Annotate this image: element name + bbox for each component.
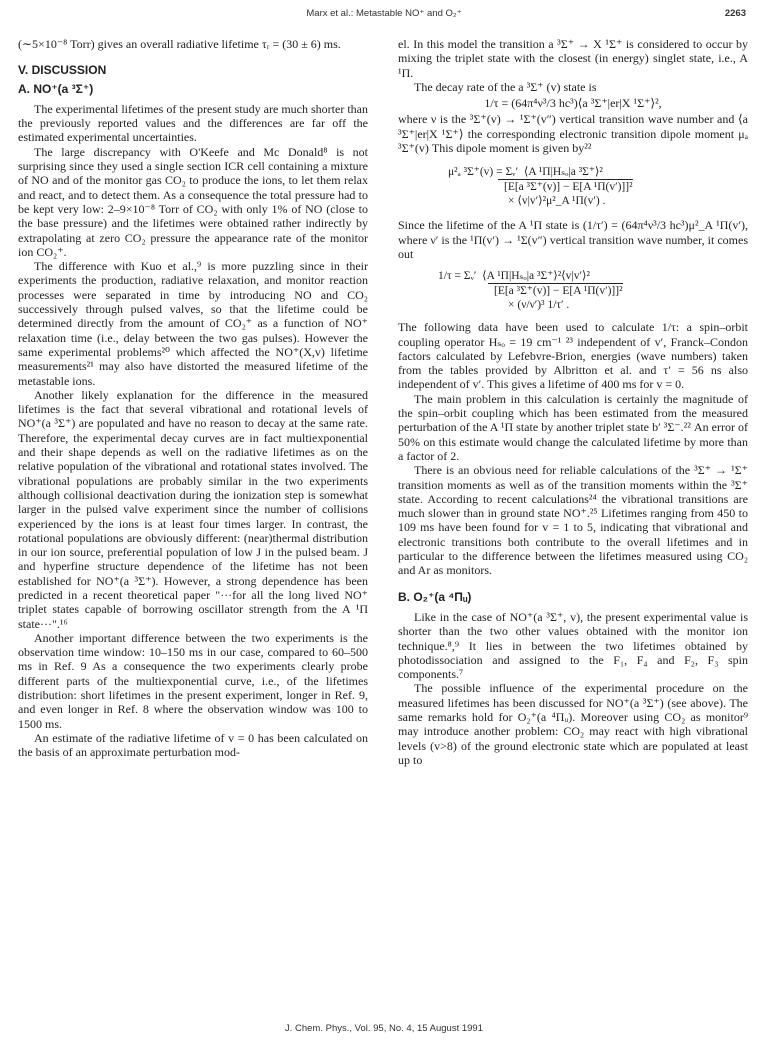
equation-decay-rate: 1/τ = (64π⁴ν³/3 hc³)⟨a ³Σ⁺|er|X ¹Σ⁺⟩², <box>484 96 662 111</box>
paragraph: Another important difference between the two experiments is the observation time window: 10–150 ms in our case, compared to 60–500 ms in Ref. 9 As a consequence the two experiments clearly probe different parts of the multiexponential curve, i.e., of the lifetimes distribution: short lifetimes in the present experiment, longer in Ref. 9, and even longer in Ref. 8 where the observation window was 100 to 1500 ms. <box>18 630 368 731</box>
page-number: 2263 <box>724 8 746 19</box>
paragraph: Another likely explanation for the difference in the measured lifetimes is the fact that several vibrational and rotational levels of NO⁺(a ³Σ⁺) are populated and have no reason to decay at the same rate. Therefore, the experimental decay curves are in fact multiexponential and their shape depends as well on the radiative lifetimes as on the relative population of the vibrational and rotational states involved. The vibrational populations are probably similar in the two experiments although collisional deactivation during the ionization step is somewhat larger in the pulsed valve experiment since the number of collisions experienced by the ions is at least four times larger. In contrast, the rotational populations are obviously different: (near)thermal distribution in our ion source, preferential population of low J in the pulsed beam. J and hyperfine structure dependence of the lifetime has not been established for NO⁺(a ³Σ⁺). However, a strong dependence has been predicted in a recent theoretical paper "···for all the long lived NO⁺ triplet states capable of borrowing oscillator strength from the A ¹Π state···".¹⁶ <box>18 387 368 631</box>
paragraph: The possible influence of the experimental procedure on the measured lifetimes has been discussed for NO⁺(a ³Σ⁺) (see above). The same remarks hold for O₂⁺(a ⁴Πᵤ). Moreover using CO₂ as monitor⁹ may introduce another problem: CO₂ may react with high vibrational levels (v>8) of the ground electronic state which are populated at least up to <box>398 681 748 767</box>
paragraph: (∼5×10⁻⁸ Torr) gives an overall radiative lifetime τᵣ = (30 ± 6) ms. <box>18 37 341 51</box>
eq-numerator: ⟨A ¹Π|Hₛₒ|a ³Σ⁺⟩² <box>523 166 603 179</box>
running-header <box>0 8 768 22</box>
running-title: Marx et al.: Metastable NO⁺ and O₂⁺ <box>306 8 462 19</box>
paragraph: The experimental lifetimes of the present study are much shorter than the previously reported values and the differences are far off the estimated experimental uncertainties. <box>18 101 368 145</box>
eq-numerator: ⟨A ¹Π|Hₛₒ|a ³Σ⁺⟩²⟨v|v′⟩² <box>482 270 590 283</box>
equation-dipole-moment <box>398 165 748 208</box>
paragraph: Since the lifetime of the A ¹Π state is (1/τ′) = (64π⁴ν³/3 hc³)μ²_A ¹Π(v′), where ν′ is the ¹Π(v′) → ¹Σ(v″) vertical transition wave number, it comes out <box>398 218 748 261</box>
eq-tail: × ⟨v|v′⟩²μ²_A ¹Π(v′) . <box>508 195 606 208</box>
paragraph: There is an obvious need for reliable calculations of the ³Σ⁺ → ¹Σ⁺ transition moments as well as of the transition moments within the ³Σ⁺ state. According to recent calculations²⁴ the vibrational transitions are much slower than in ground state NO⁺.²⁵ Lifetimes ranging from 450 to 109 ms have been found for v = 1 to 5, indicating that vibrational and electronic transitions both contribute to the overall lifetimes and in particular to the difference between the lifetimes measured using CO₂ and Ar as monitors. <box>398 463 748 578</box>
equation-lifetime <box>398 269 748 312</box>
paragraph: An estimate of the radiative lifetime of v = 0 has been calculated on the basis of an approximate perturbation mod- <box>18 730 368 760</box>
paragraph: The large discrepancy with O'Keefe and Mc Donald⁸ is not surprising since they used a single section ICR cell containing a mixture of NO and of the monitor gas CO₂ to produce the ions, to let them relax and react, and to detect them. As a consequence the total pressure had to be kept very low: 2–9×10⁻⁸ Torr of CO₂ with only 1% of NO (close to the base pressure) and the lifetimes were obtained rather indirectly by extrapolating at zero CO₂ pressure the appearance rate of the monitor ion CO₂⁺. <box>18 144 368 259</box>
paragraph: Like in the case of NO⁺(a ³Σ⁺, v), the present experimental value is shorter than the two other values obtained with the monitor ion technique.⁸,⁹ It lies in between the two lifetimes obtained by photodissociation and assigned to the F₁, F₄ and F₂, F₃ spin components.⁷ <box>398 609 748 682</box>
eq-denominator: [E[a ³Σ⁺(v)] − E[A ¹Π(v′)]]² <box>498 179 633 194</box>
subsection-title: B. O₂⁺(a ⁴Πᵤ) <box>398 589 472 604</box>
right-column <box>398 37 748 767</box>
paragraph: The main problem in this calculation is certainly the magnitude of the spin–orbit coupling which has been estimated from the measured perturbation of the A ¹Π state by another triplet state b′ ³Σ⁻.²² An error of 50% on this estimate would change the calculated lifetime by more than a factor of 2. <box>398 391 748 463</box>
paragraph: The following data have been used to calculate 1/τ: a spin–orbit coupling operator Hₛₒ = 19 cm⁻¹ ²³ independent of v′, Franck–Condon factors calculated by Lefebvre-Brion, energies (wave numbers) taken from the tables provided by Albritton et al. and τ′ = 56 ns also independent of v′. This gives a lifetime of 400 ms for v = 0. <box>398 320 748 392</box>
paragraph: The difference with Kuo et al.,⁹ is more puzzling since in their experiments the production, radiative relaxation, and monitor reaction processes were separated in time by introducing NO and CO₂ successively through pulsed valves, so that the lifetime could be determined directly from the amount of CO₂⁺ as a function of NO⁺ relaxation time (i.e., delay between the two gas pulses). However the same experimental problems²⁰ which affected the NO⁺(X,v) lifetime measurements²¹ may also have distorted the measured lifetime of the metastable ions. <box>18 259 368 388</box>
eq-lhs: 1/τ = Σᵥ′ <box>438 270 477 283</box>
subsection-title: A. NO⁺(a ³Σ⁺) <box>18 81 94 96</box>
eq-denominator: [E[a ³Σ⁺(v)] − E[A ¹Π(v′)]]² <box>488 283 623 298</box>
eq-tail: × (ν/ν′)³ 1/τ′ . <box>508 299 570 312</box>
eq-lhs: μ²ₐ ³Σ⁺(v) = Σᵥ′ <box>448 166 519 179</box>
section-title: V. DISCUSSION <box>18 63 107 78</box>
journal-footer: J. Chem. Phys., Vol. 95, No. 4, 15 August 1991 <box>284 1023 484 1034</box>
left-column <box>18 37 368 760</box>
paragraph: el. In this model the transition a ³Σ⁺ → X ¹Σ⁺ is considered to occur by mixing the triplet state with the closest (in energy) singlet state, i.e., A ¹Π. <box>398 37 748 80</box>
paragraph: where ν is the ³Σ⁺(v) → ¹Σ⁺(v″) vertical transition wave number and ⟨a ³Σ⁺|er|X ¹Σ⁺⟩ the corresponding electronic transition dipole moment μₐ ³Σ⁺(v) This dipole moment is given by²² <box>398 112 748 156</box>
paragraph: The decay rate of the a ³Σ⁺ (v) state is <box>414 79 597 94</box>
